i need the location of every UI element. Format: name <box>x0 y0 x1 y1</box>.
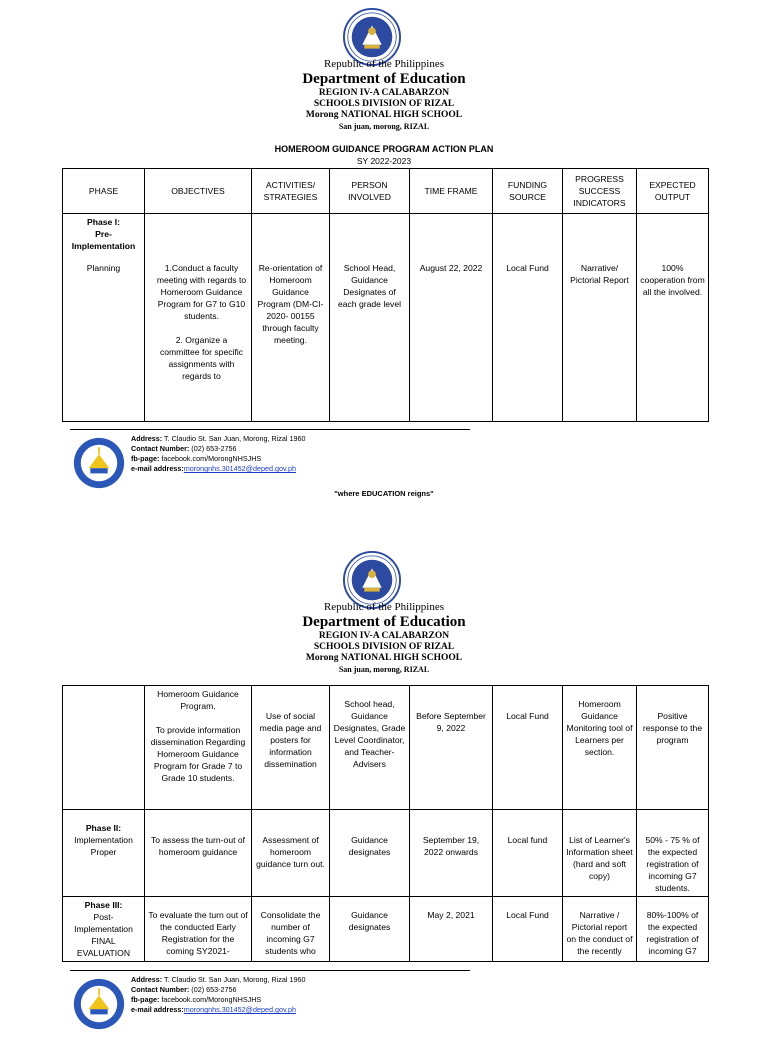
indicators-cell: Homeroom Guidance Monitoring tool of Learners per section. <box>563 686 637 810</box>
footer-rule <box>70 429 470 430</box>
phase-cell <box>63 897 145 962</box>
school-logo-icon <box>73 437 125 489</box>
school-motto: "where EDUCATION reigns" <box>334 489 434 498</box>
persons-cell: School Head, Guidance Designates of each grade level <box>330 214 410 422</box>
email-label: e-mail address: <box>131 464 184 473</box>
funding-cell: Local Fund <box>493 214 563 422</box>
funding-cell: Local fund <box>493 810 563 897</box>
address-value: T. Claudio St. San Juan, Morong, Rizal 1960 <box>162 434 306 443</box>
activities-cell: Consolidate the number of incoming G7 students who <box>252 897 330 962</box>
activities-cell: Assessment of homeroom guidance turn out. <box>252 810 330 897</box>
footer-rule <box>70 970 470 971</box>
plan-title: HOMEROOM GUIDANCE PROGRAM ACTION PLAN <box>274 144 494 154</box>
contact-value: (02) 653-2756 <box>189 444 237 453</box>
school-line: Morong NATIONAL HIGH SCHOOL <box>305 653 463 663</box>
activities-cell: Use of social media page and posters for information dissemination <box>252 686 330 810</box>
action-plan-table-page1 <box>62 168 709 422</box>
email-link[interactable]: morongnhs.301452@deped.gov.ph <box>183 464 296 473</box>
action-plan-table-page2 <box>62 685 709 962</box>
output-cell: 100% cooperation from all the involved. <box>637 214 709 422</box>
region-line: REGION IV-A CALABARZON <box>318 631 450 641</box>
indicators-cell: Narrative/ Pictorial Report <box>563 214 637 422</box>
time-frame-cell: May 2, 2021 <box>410 897 493 962</box>
school-logo-icon <box>73 978 125 1030</box>
division-line: SCHOOLS DIVISION OF RIZAL <box>313 99 455 109</box>
output-cell: 80%-100% of the expected registration of incoming G7 <box>637 897 709 962</box>
address-label: Address: <box>131 434 163 443</box>
school-address-line: San juan, morong, RIZAL <box>338 665 430 674</box>
contact-value: (02) 653-2756 <box>189 985 237 994</box>
region-line: REGION IV-A CALABARZON <box>318 88 450 98</box>
time-frame-cell: August 22, 2022 <box>410 214 493 422</box>
table-row <box>63 897 709 962</box>
email-link[interactable]: morongnhs.301452@deped.gov.ph <box>183 1005 296 1014</box>
output-cell: 50% - 75 % of the expected registration of incoming G7 students. <box>637 810 709 897</box>
funding-cell: Local Fund <box>493 686 563 810</box>
table-row <box>63 686 709 810</box>
school-line: Morong NATIONAL HIGH SCHOOL <box>305 110 463 120</box>
footer-page2 <box>70 970 470 1040</box>
persons-cell: School head, Guidance Designates, Grade Level Coordinator, and Teacher-Advisers <box>330 686 410 810</box>
table-header-row <box>63 169 709 214</box>
phase-title: Phase I: Pre- Implementation <box>71 217 136 251</box>
contact-label: Contact Number: <box>131 985 190 994</box>
time-frame-cell: September 19, 2022 onwards <box>410 810 493 897</box>
persons-cell: Guidance designates <box>330 810 410 897</box>
address-label: Address: <box>131 975 163 984</box>
col-header-funding: FUNDING SOURCE <box>493 169 563 214</box>
time-frame-cell: Before September 9, 2022 <box>410 686 493 810</box>
indicators-cell: Narrative / Pictorial report on the conduct of the recently <box>563 897 637 962</box>
objectives-cell: 1.Conduct a faculty meeting with regards to Homeroom Guidance Program for G7 to G10 students. 2. Organize a committee for specific assignments with regards to <box>145 214 252 422</box>
email-label: e-mail address: <box>131 1005 184 1014</box>
department-title: Department of Education <box>302 71 466 87</box>
col-header-time: TIME FRAME <box>410 169 493 214</box>
phase-subtitle: Implementation Proper <box>74 835 133 857</box>
republic-line: Republic of the Philippines <box>323 601 445 613</box>
phase-title: Phase II: <box>85 823 122 833</box>
objectives-cell: To evaluate the turn out of the conducted Early Registration for the coming SY2021- <box>145 897 252 962</box>
indicators-cell: List of Learner's Information sheet (hard and soft copy) <box>563 810 637 897</box>
col-header-person: PERSON INVOLVED <box>330 169 410 214</box>
phase-cell <box>63 214 145 422</box>
objectives-cell: Homeroom Guidance Program. To provide information dissemination Regarding Homeroom Guidance Program for Grade 7 to Grade 10 students. <box>145 686 252 810</box>
col-header-output: EXPECTED OUTPUT <box>637 169 709 214</box>
col-header-objectives: OBJECTIVES <box>145 169 252 214</box>
funding-cell: Local Fund <box>493 897 563 962</box>
fb-label: fb-page: <box>131 995 160 1004</box>
republic-line: Republic of the Philippines <box>323 58 445 70</box>
table-row <box>63 214 709 422</box>
school-address-line: San juan, morong, RIZAL <box>338 122 430 131</box>
address-value: T. Claudio St. San Juan, Morong, Rizal 1960 <box>162 975 306 984</box>
persons-cell: Guidance designates <box>330 897 410 962</box>
contact-label: Contact Number: <box>131 444 190 453</box>
table-row <box>63 810 709 897</box>
activities-cell: Re-orientation of Homeroom Guidance Program (DM-CI-2020- 00155 through faculty meeting. <box>252 214 330 422</box>
phase-cell <box>63 810 145 897</box>
footer-contact-info <box>131 975 305 1015</box>
phase-subtitle: Planning <box>86 263 121 273</box>
plan-school-year: SY 2022-2023 <box>356 156 412 166</box>
objectives-cell: To assess the turn-out of homeroom guidance <box>145 810 252 897</box>
phase-subtitle: Post- Implementation FINAL EVALUATION <box>74 912 133 958</box>
fb-label: fb-page: <box>131 454 160 463</box>
fb-value: facebook.com/MorongNHSJHS <box>159 995 262 1004</box>
col-header-phase: PHASE <box>63 169 145 214</box>
col-header-activities: ACTIVITIES/ STRATEGIES <box>252 169 330 214</box>
department-title: Department of Education <box>302 614 466 630</box>
footer-contact-info <box>131 434 305 474</box>
phase-cell <box>63 686 145 810</box>
col-header-indicators: PROGRESS SUCCESS INDICATORS <box>563 169 637 214</box>
fb-value: facebook.com/MorongNHSJHS <box>159 454 262 463</box>
output-cell: Positive response to the program <box>637 686 709 810</box>
division-line: SCHOOLS DIVISION OF RIZAL <box>313 642 455 652</box>
phase-title: Phase III: <box>84 900 123 910</box>
